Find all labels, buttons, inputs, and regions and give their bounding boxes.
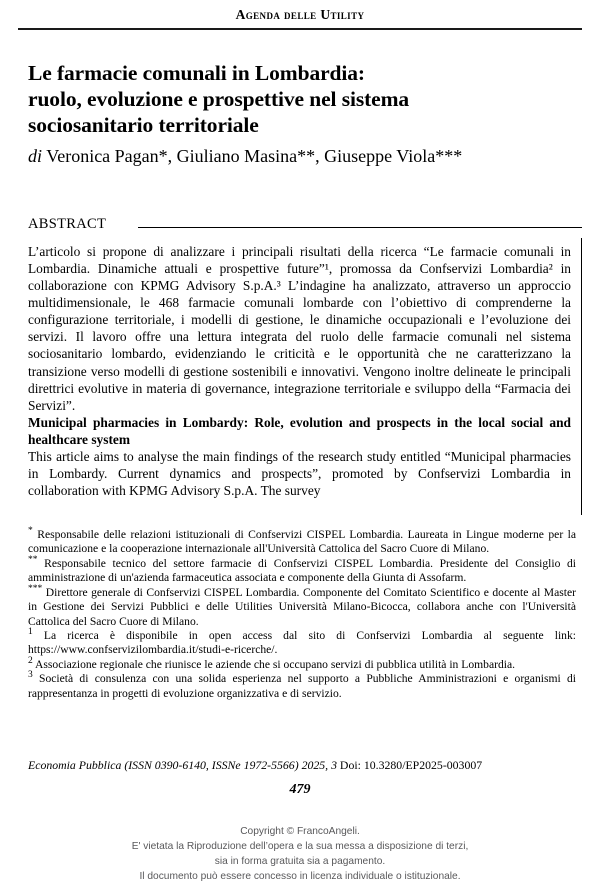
abstract-header-row (28, 216, 582, 238)
author-list: Veronica Pagan*, Giuliano Masina**, Giuseppe Viola*** (46, 145, 463, 166)
title-block (28, 60, 576, 167)
paper-title-line-3: sociosanitario territoriale (28, 113, 259, 138)
abstract-top-rule (138, 227, 582, 228)
author-byline (28, 145, 576, 168)
footnote-text: Società di consulenza con una solida esperienza nel supporto a Pubbliche Amministrazioni e organismi di rappresentanza in progetti di evoluzione organizzativa e di servizio. (28, 672, 577, 700)
footnote-item (28, 528, 576, 557)
footnote-text: Responsabile tecnico del settore farmacie di Confservizi CISPEL Lombardia. Presidente del Consiglio di amministrazione di un'azienda farmaceutica associata e componente della Giunta di Assofarm. (28, 556, 576, 585)
footnote-marker: 1 (28, 627, 33, 638)
paper-title-line-2: ruolo, evoluzione e prospettive nel sistema (28, 87, 410, 112)
paper-title-line-1: Le farmacie comunali in Lombardia: (28, 61, 365, 85)
footnote-marker: ** (28, 554, 38, 565)
footnote-marker: 3 (28, 670, 33, 681)
doi-text: Doi: 10.3280/EP2025-003007 (336, 758, 483, 772)
footnote-marker: 2 (28, 655, 33, 666)
footnote-item (28, 554, 576, 586)
byline-prefix: di (28, 145, 43, 166)
footnotes-section (28, 528, 576, 701)
abstract-label: ABSTRACT (28, 216, 107, 232)
abstract-english-paragraph: This article aims to analyse the main findings of the research study entitled “Municipal pharmacies in Lombardy. Current dynamics and prospects”, promoted by Confservizi Lombardia in collaboration with KPMG Advisory S.p.A. The survey (28, 448, 571, 499)
footnote-marker: *** (28, 583, 43, 594)
running-header: Agenda delle Utility (235, 7, 365, 22)
header-divider-rule (18, 28, 582, 30)
footnote-marker: * (28, 526, 33, 537)
abstract-body (28, 238, 582, 515)
footnote-item (28, 672, 576, 701)
abstract-italian-paragraph: L’articolo si propone di analizzare i principali risultati della ricerca “Le farmacie comunali in Lombardia. Dinamiche attuali e prospettive future”¹, promossa da Confservizi Lombardia² in collaborazione con KPMG Advisory S.p.A.³ L’indagine ha analizzato, attraverso un approccio multidimensionale, le 468 farmacie comunali lombarde con l’obiettivo di comprenderne la configurazione territoriale, i modelli di gestione, le dinamiche occupazionali e l’evoluzione dei servizi. Il lavoro offre una lettura integrata del ruolo delle farmacie comunali nel sistema sociosanitario lombardo, evidenziando le criticità e le opportunità che ne caratterizzano la transizione verso modelli di gestione sostenibili e innovativi. Vengono inoltre delineate le principali direttrici evolutive in materia di governance, integrazione territoriale e sviluppo della “Farmacia dei Servizi”. (28, 244, 571, 413)
footnote-item (28, 583, 576, 629)
footnote-text: Direttore generale di Confservizi CISPEL Lombardia. Componente del Comitato Scientifico e docente al Master in Gestione dei Servizi Pubblici e delle Utilities Università Milano-Bicocca, collabora anche con l'Università Cattolica del Sacro Cuore di Milano. (28, 585, 576, 628)
footnote-item (28, 655, 576, 672)
copyright-line-4: Il documento può essere concesso in licenza individuale o istituzionale. (139, 871, 461, 883)
copyright-line-3: sia in forma gratuita sia a pagamento. (214, 856, 386, 868)
page-title (28, 60, 576, 139)
footnote-text: La ricerca è disponibile in open access dal sito di Confservizi Lombardia al seguente link: https://www.confservizilombardia.it/studi-e-ricerche/. (28, 628, 576, 657)
journal-citation (28, 758, 576, 772)
journal-issue-info: Economia Pubblica (ISSN 0390-6140, ISSNe 1972-5566) 2025, 3 (28, 758, 337, 772)
copyright-line-1: Copyright © FrancoAngeli. (240, 826, 360, 837)
abstract-section (28, 216, 582, 515)
copyright-footer (0, 824, 600, 884)
copyright-line-2: E' vietata la Riproduzione dell’opera e la sua messa a disposizione di terzi, (131, 841, 469, 853)
footnote-text: Associazione regionale che riunisce le aziende che si occupano servizi di pubblica utilità in Lombardia. (35, 657, 516, 671)
footnote-text: Responsabile delle relazioni istituzionali di Confservizi CISPEL Lombardia. Laureata in Lingue moderne per la comunicazione e la cooperazione internazionale all'Università Cattolica del Sacro Cuore di Milano. (28, 528, 577, 556)
footnote-item (28, 629, 576, 658)
abstract-english-title: Municipal pharmacies in Lombardy: Role, evolution and prospects in the local social and healthcare system (28, 414, 571, 447)
page-number: 479 (289, 782, 311, 797)
